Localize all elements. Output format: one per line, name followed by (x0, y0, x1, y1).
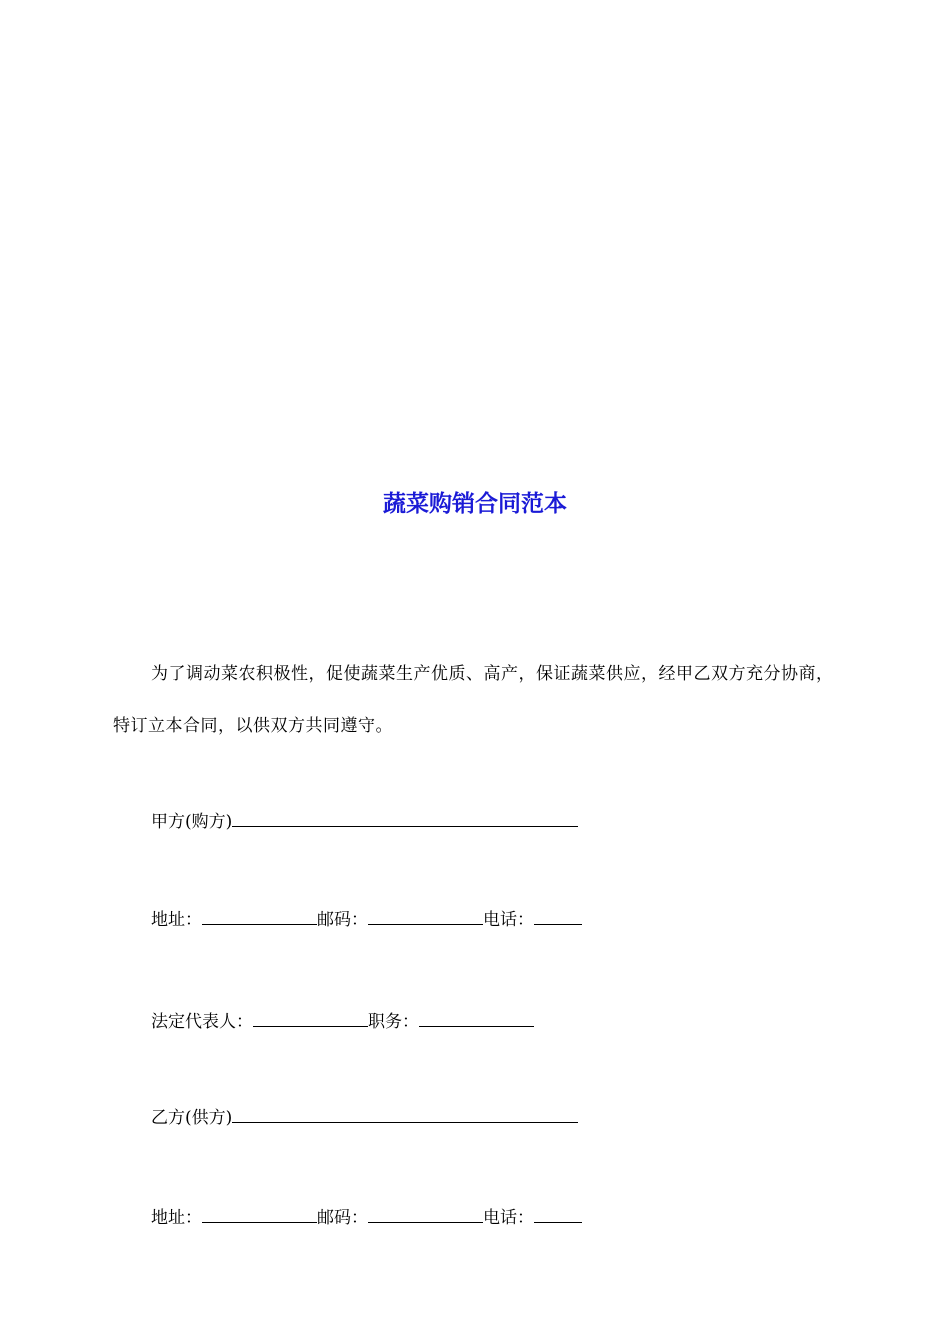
party-b-phone-blank (534, 1200, 582, 1223)
party-b-postcode-label: 邮码： (317, 1208, 368, 1228)
party-a-contact-line (151, 902, 582, 937)
party-b-contact-line (151, 1200, 582, 1235)
party-a-rep-label: 法定代表人： (151, 1012, 253, 1032)
document-title: 蔬菜购销合同范本 (383, 491, 567, 517)
party-b-address-label: 地址： (151, 1208, 202, 1228)
party-b-phone-label: 电话： (483, 1208, 534, 1228)
party-a-label: 甲方(购方) (151, 812, 233, 832)
party-a-postcode-label: 邮码： (317, 910, 368, 930)
party-b-line (151, 1100, 578, 1135)
party-a-address-blank (202, 902, 317, 925)
intro-paragraph: 为了调动菜农积极性，促使蔬菜生产优质、高产，保证蔬菜供应，经甲乙双方充分协商，特订立本合同，以供双方共同遵守。 (113, 664, 834, 736)
party-b-postcode-blank (368, 1200, 483, 1223)
party-a-rep-line (151, 1004, 534, 1039)
party-a-position-label: 职务： (368, 1012, 419, 1032)
party-a-line (151, 804, 578, 839)
party-b-label: 乙方(供方) (151, 1108, 233, 1128)
party-a-rep-blank (253, 1004, 368, 1027)
party-a-address-label: 地址： (151, 910, 202, 930)
party-a-phone-label: 电话： (483, 910, 534, 930)
party-a-name-blank (232, 804, 578, 827)
party-a-postcode-blank (368, 902, 483, 925)
party-a-phone-blank (534, 902, 582, 925)
party-b-address-blank (202, 1200, 317, 1223)
party-a-position-blank (419, 1004, 534, 1027)
party-b-name-blank (232, 1100, 578, 1123)
